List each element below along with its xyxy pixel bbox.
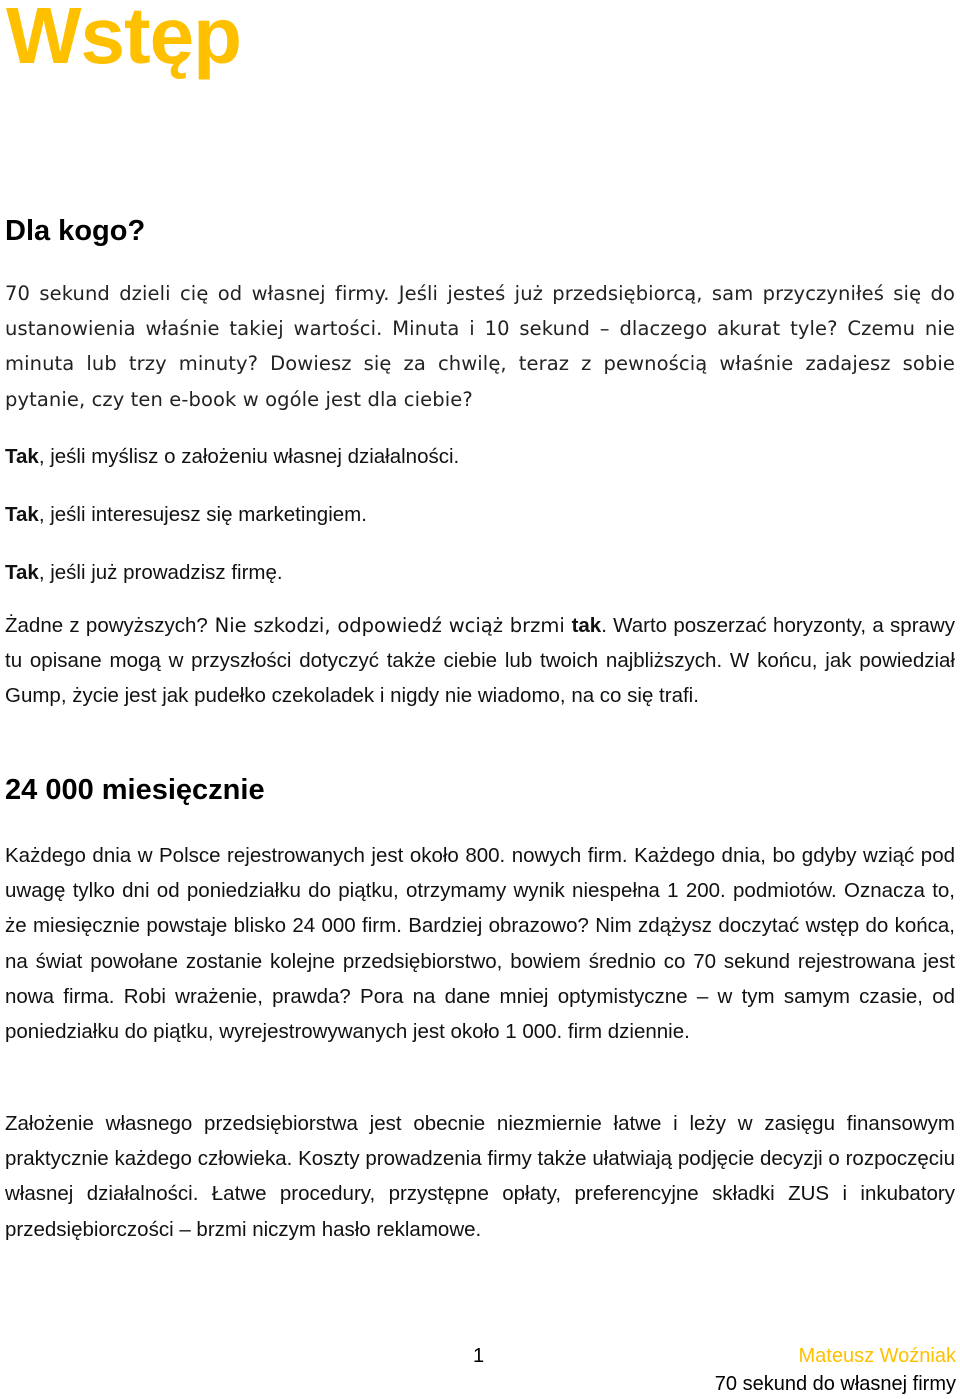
tak-line [5,555,955,590]
none-middle: Nie szkodzi, odpowiedź wciąż brzmi [207,614,572,637]
stats-paragraph: Każdego dnia w Polsce rejestrowanych jest około 800. nowych firm. Każdego dnia, bo gdyby wziąć pod uwagę tylko dni od poniedziałku do piątku, otrzymamy wynik niespełna 1 200. podmiotów. Oznacza to, że miesięcznie powstaje blisko 24 000 firm. Bardziej obrazowo? Nim zdążysz doczytać wstęp do końca, na świat powołane zostanie kolejne przedsiębiorstwo, bowiem średnio co 70 sekund rejestrowana jest nowa firma. Robi wrażenie, prawda? Pora na dane mniej optymistyczne – w tym samym czasie, od poniedziałku do piątku, wyrejestrowywanych jest około 1 000. firm dziennie. [5,844,955,1044]
section-heading-dla-kogo: Dla kogo? [5,215,146,247]
tak-line [5,439,955,474]
section-heading-24000: 24 000 miesięcznie [5,774,265,806]
tak-line-text: , jeśli interesujesz się marketingiem. [38,503,367,526]
none-of-above-paragraph [5,608,955,714]
none-start: Żadne z powyższych? [5,614,208,637]
footer-book-title: 70 sekund do własnej firmy [714,1373,956,1395]
tak-word: Tak [5,561,39,584]
tak-line-text: , jeśli myślisz o założeniu własnej działalności. [38,445,460,468]
tak-word: Tak [5,445,39,468]
page-number: 1 [473,1345,485,1367]
none-end: . Warto poszerzać horyzonty, a sprawy tu opisane mogą w przyszłości dotyczyć także ciebie lub twoich najbliższych. W końcu, jak powiedział Gump, życie jest jak pudełko czekoladek i nigdy nie wiadomo, na co się trafi. [5,614,955,708]
intro-paragraph: 70 sekund dzieli cię od własnej firmy. Jeśli jesteś już przedsiębiorcą, sam przyczyniłeś się do ustanowienia właśnie takiej wartości. Minuta i 10 sekund – dlaczego akurat tyle? Czemu nie minuta lub trzy minuty? Dowiesz się za chwilę, teraz z pewnością właśnie zadajesz sobie pytanie, czy ten e-book w ogóle jest dla ciebie? [5,282,955,411]
tak-line-text: , jeśli już prowadzisz firmę. [38,561,283,584]
footer-author: Mateusz Woźniak [798,1345,956,1367]
none-tak: tak [571,614,602,637]
tak-line [5,497,955,532]
page-title: Wstęp [6,0,241,80]
tak-word: Tak [5,503,39,526]
founding-paragraph: Założenie własnego przedsiębiorstwa jest obecnie niezmiernie łatwe i leży w zasięgu finansowym praktycznie każdego człowieka. Koszty prowadzenia firmy także ułatwiają podjęcie decyzji o rozpoczęciu własnej działalności. Łatwe procedury, przystępne opłaty, preferencyjne składki ZUS i inkubatory przedsiębiorczości – brzmi niczym hasło reklamowe. [5,1112,955,1241]
